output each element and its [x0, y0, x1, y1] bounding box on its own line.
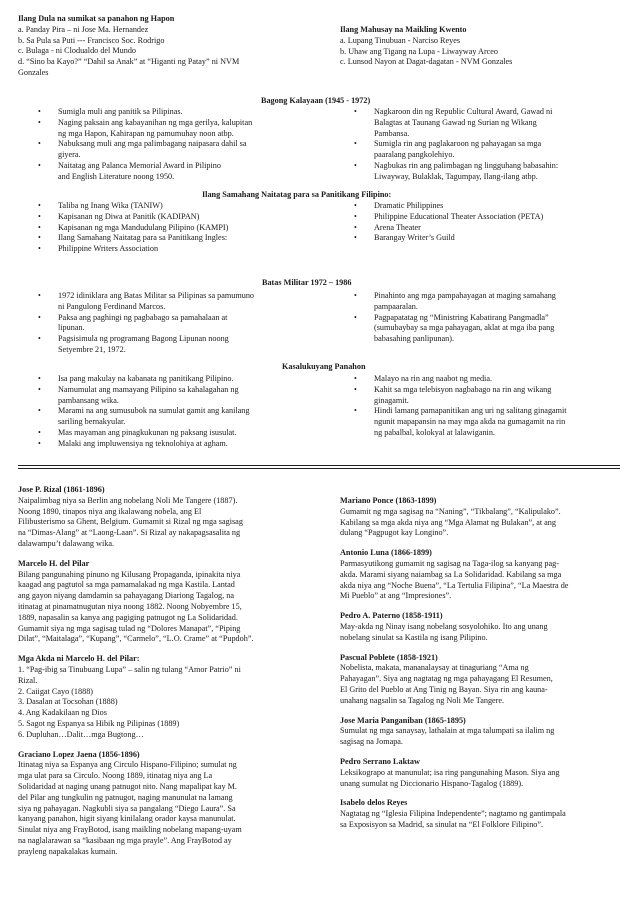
bio-line: Noong 1890, tinapos niya ang ikalawang nobela, ang El: [18, 506, 202, 516]
dula-hapon-list: [18, 25, 239, 79]
bullet-item: [346, 291, 556, 313]
bio-line: kaagad ang pagtutol sa mga pamamalakad ng mga Kastila. Lantad: [18, 580, 235, 590]
divider-line: [18, 468, 620, 469]
bio-line: akda. Marami siyang naiambag sa La Solidaridad. Kabilang sa mga: [340, 569, 562, 579]
bullet-text: • Taliba ng Inang Wika (TANIW): [58, 201, 163, 210]
samahang-title: Ilang Samahang Naitatag para sa Panitikang Filipino:: [202, 190, 392, 199]
bio-line: 3. Dasalan at Tocsohan (1888): [18, 697, 118, 707]
samahang-right-list: [346, 201, 543, 244]
bio-entry: [340, 496, 625, 539]
bio-entry: [18, 654, 318, 740]
bio-line: nobelang sinulat sa Kastila ng isang Pilipino.: [340, 632, 488, 642]
list-line: b. Sa Pula sa Puti --- Francisco Soc. Rodrigo: [18, 35, 165, 45]
bullet-item: [30, 374, 249, 385]
divider-line: [18, 465, 620, 466]
bio-entry: [340, 798, 625, 830]
bio-line: Parmasyutikong gumamit ng sagisag na Taga-ilog sa kanyang pag-: [340, 558, 559, 568]
samahang-left-list: [30, 201, 228, 255]
bio-name: Antonio Luna (1866-1899): [340, 548, 432, 558]
bullet-text: giyera.: [58, 150, 81, 160]
batas-militar-right-list: [346, 291, 556, 345]
bullet-item: [30, 428, 249, 439]
bio-entry: [340, 757, 625, 789]
bio-line: itinatag at pinamatnugutan niya noong 1882. Noong Nobyembre 15,: [18, 601, 242, 611]
bio-line: 2. Caiigat Cayo (1888): [18, 686, 94, 696]
bullet-item: [30, 244, 228, 255]
bullet-text: pambansang wika.: [58, 395, 119, 405]
bullet-text: • Kapisanan ng Diwa at Panitik (KADIPAN): [58, 211, 200, 221]
kasalukuyang-left-list: [30, 374, 249, 450]
bullet-text: pampaaralan.: [374, 301, 418, 311]
bio-line: Solidaridad at naging unang patnugot nito. Nang mapalipat kay M.: [18, 781, 237, 791]
bullet-item: [30, 291, 254, 313]
bullet-text: • Dramatic Philippines: [374, 201, 444, 210]
bullet-text: ginagamit.: [374, 395, 409, 405]
bio-line: dulang “Pagpugot kay Longino”.: [340, 528, 449, 538]
bio-line: akda niya ang “Noche Buena”, “La Tertulia Filipina”, “La Maestra de: [340, 580, 569, 590]
bullet-text: • Barangay Writer’s Guild: [374, 233, 455, 243]
bio-line: siya ng pahayagan. Nagkubli siya sa pangalang “Diego Laura”. Sa: [18, 803, 236, 813]
bullet-item: [30, 212, 228, 223]
bullet-text: (sumubaybay sa mga pahayagan, aklat at mga iba pang: [374, 323, 555, 333]
bio-line: El Grito del Pueblo at Ang Tinig ng Bayan. Siya rin ang kauna-: [340, 684, 548, 694]
bio-line: Kabilang sa mga akda niya ang “Mga Alamat ng Bulakan”, at ang: [340, 517, 556, 527]
bullet-text: • Paksa ang paghingi ng pagbabago sa pamahalaan at: [58, 312, 228, 322]
bio-line: Itinatag niya sa Espanya ang Circulo Hispano-Filipino; sumulat ng: [18, 760, 237, 770]
bullet-item: [30, 161, 252, 183]
bullet-text: • Kapisanan ng mga Mandudulang Pilipino (KAMPI): [58, 222, 229, 232]
bio-line: 1889, napasalin sa kanya ang pagiging patnugot ng La Solidaridad.: [18, 612, 238, 622]
bullet-item: [346, 385, 567, 407]
bullet-item: [30, 439, 249, 450]
bio-line: Naipalimbag niya sa Berlin ang nobelang Noli Me Tangere (1887).: [18, 495, 238, 505]
bio-line: sagisag na Jomapa.: [340, 737, 403, 747]
bio-name: Mga Akda ni Marcelo H. del Pilar:: [18, 654, 140, 664]
list-line: a. Panday Pira – ni Jose Ma. Hernandez: [18, 24, 149, 34]
maikling-kwento-title: Ilang Mahusay na Maikling Kwento: [340, 25, 467, 34]
bullet-text: • Pagsisimula ng programang Bagong Lipunan noong: [58, 334, 229, 344]
bio-name: Pascual Poblete (1858-1921): [340, 652, 438, 662]
bullet-text: ni Pangulong Ferdinand Marcos.: [58, 301, 166, 311]
bio-entry: [18, 750, 318, 858]
bio-line: na “Dimas-Alang” at “Laong-Laan”. Si Rizal ay nakapagsasalita ng: [18, 528, 241, 538]
bullet-text: • Ilang Samahang Naitatag para sa Panitikang Ingles:: [58, 233, 228, 243]
bio-line: Pahayagan”. Siya ang nagtatag ng mga pahayagang El Resumen,: [340, 674, 553, 684]
bagong-kalayaan-right-list: [346, 107, 558, 183]
bio-line: Mi Pueblo” at ang “Impresiones”.: [340, 591, 452, 601]
bullet-text: • Pagpapatatag ng “Ministring Kabatirang Pangmadla”: [374, 312, 549, 322]
bullet-text: • Philippine Educational Theater Association (PETA): [374, 211, 544, 221]
bullet-text: paaralang pangkolehiyo.: [374, 150, 455, 160]
bio-entry: [340, 716, 625, 748]
bullet-text: • Sumigla rin ang paglakaroon ng pahayagan sa mga: [374, 139, 542, 149]
bullet-text: • Pinahinto ang mga pampahayagan at maging samahang: [374, 291, 556, 300]
bullet-item: [30, 201, 228, 212]
bullet-text: • 1972 idiniklara ang Batas Militar sa Pilipinas sa pamumuno: [58, 291, 255, 300]
bullet-text: ng pabalbal, kolokyal at lalawiganin.: [374, 427, 495, 437]
bullet-text: and English Literature noong 1950.: [58, 171, 175, 181]
bio-entry: [340, 611, 625, 643]
bullet-item: [346, 406, 567, 438]
maikling-kwento-list: [340, 36, 512, 68]
bullet-item: [346, 313, 556, 345]
bullet-text: • Sumigla muli ang panitik sa Pilipinas.: [58, 107, 183, 116]
bio-name: Jose Maria Panganiban (1865-1895): [340, 715, 466, 725]
bio-line: 6. Dupluhan…Dalit…mga Bugtong…: [18, 729, 144, 739]
bullet-text: lipunan.: [58, 323, 85, 333]
list-line: a. Lupang Tinubuan - Narciso Reyes: [340, 35, 461, 45]
bullet-text: • Naging paksain ang kabayanihan ng mga gerilya, kalupitan: [58, 117, 253, 127]
bio-entry: [18, 485, 318, 550]
batas-militar-title: Batas Militar 1972 – 1986: [262, 278, 352, 287]
bio-line: 5. Sagot ng Espanya sa Hibik ng Pilipinas (1889): [18, 718, 180, 728]
bullet-text: Pambansa.: [374, 128, 410, 138]
bio-line: Sinulat niya ang FrayBotod, isang maikling nobelang mapang-uyam: [18, 825, 242, 835]
bullet-text: • Malaki ang impluwensiya ng teknolohiya at agham.: [58, 438, 228, 448]
list-line: b. Uhaw ang Tigang na Lupa - Liwayway Arceo: [340, 46, 499, 56]
list-line: c. Lunsod Nayon at Dagat-dagatan - NVM Gonzales: [340, 57, 513, 67]
bio-line: 4. Ang Kadakilaan ng Dios: [18, 708, 107, 718]
bio-name: Marcelo H. del Pilar: [18, 558, 90, 568]
bullet-item: [30, 223, 228, 234]
bullet-item: [30, 233, 228, 244]
bullet-item: [346, 107, 558, 139]
bios-left-column: [18, 485, 318, 867]
bio-line: May-akda ng Ninay isang nobelang sosyolohiko. Ito ang unang: [340, 621, 548, 631]
bio-line: Bilang pangunahing pinuno ng Kilusang Propaganda, ipinakita niya: [18, 569, 241, 579]
bullet-text: ng mga Hapon, Kahirapan ng pamumuhay noon atbp.: [58, 128, 234, 138]
bio-line: Nobelista, makata, mananalaysay at tinaguriang “Ama ng: [340, 663, 529, 673]
bullet-item: [30, 139, 252, 161]
bullet-item: [346, 233, 543, 244]
bullet-text: • Malayo na rin ang naabot ng media.: [374, 374, 492, 383]
bagong-kalayaan-left-list: [30, 107, 252, 183]
bio-line: dalawampu’t dalawang wika.: [18, 538, 115, 548]
bio-entry: [340, 653, 625, 707]
bio-name: Graciano Lopez Jaena (1856-1896): [18, 749, 140, 759]
bullet-item: [346, 201, 543, 212]
bio-line: del Pilar ang tungkulin ng patnugot, naging manunulat na lamang: [18, 792, 233, 802]
bio-line: na naglalarawan sa “kasibaan ng mga prayle”. Ang FrayBotod ay: [18, 835, 232, 845]
bio-name: Pedro Serrano Laktaw: [340, 756, 420, 766]
list-line: Gonzales: [18, 67, 49, 77]
dula-hapon-title: Ilang Dula na sumikat sa panahon ng Hapon: [18, 14, 175, 23]
bio-name: Mariano Ponce (1863-1899): [340, 496, 437, 505]
bio-entry: [18, 559, 318, 645]
bio-name: Isabelo delos Reyes: [340, 798, 408, 808]
bullet-item: [30, 313, 254, 335]
bios-right-column: [340, 496, 625, 840]
bullet-item: [346, 139, 558, 161]
bullet-item: [30, 334, 254, 356]
bio-line: Sumulat ng mga sanaysay, lathalain at mga talumpati sa ilalim ng: [340, 726, 555, 736]
list-line: c. Bulaga - ni Clodualdo del Mundo: [18, 46, 137, 56]
bio-line: Filibusterismo sa Ghent, Belgium. Gumamit si Rizal ng mga sagisag: [18, 517, 243, 527]
bio-line: Dilat”, “Maitalaga”, “Kupang”, “Carmelo”, “L.O. Crame” at “Pupdoh”.: [18, 634, 254, 644]
batas-militar-left-list: [30, 291, 254, 356]
kasalukuyang-title: Kasalukuyang Panahon: [282, 362, 366, 371]
bio-line: sa Exposisyon sa Madrid, sa sinulat na “El Folklore Filipino”.: [340, 819, 544, 829]
bio-line: Gumamit siya ng mga sagisag tulad ng “Dolores Manapat”, “Piping: [18, 623, 241, 633]
bio-line: kanyang panahon, higit siyang kinilalang orador kaysa manunulat.: [18, 814, 236, 824]
bullet-text: sariling bernakyular.: [58, 417, 126, 427]
bullet-text: ngunit mapapansin na may mga akda na gumagamit na rin: [374, 417, 566, 427]
bullet-text: babasahing panlipunan).: [374, 334, 455, 344]
bagong-kalayaan-title: Bagong Kalayaan (1945 - 1972): [261, 96, 371, 105]
bullet-item: [346, 374, 567, 385]
bio-line: Rizal.: [18, 675, 38, 685]
bio-line: prayleng napakalakas kumain.: [18, 846, 118, 856]
dula-hapon-block: [18, 14, 239, 79]
bullet-text: Balagtas at Taunang Gawad ng Surian ng Wikang: [374, 117, 537, 127]
bullet-text: • Nagkaroon din ng Republic Cultural Award, Gawad ni: [374, 107, 553, 116]
bullet-item: [346, 223, 543, 234]
bullet-text: • Hindi lamang pamapanitikan ang uri ng salitang ginagamit: [374, 406, 567, 416]
bullet-text: Setyembre 21, 1972.: [58, 344, 126, 354]
bullet-text: • Mas mayaman ang pinagkukunan ng paksang isusulat.: [58, 427, 237, 437]
bullet-item: [30, 118, 252, 140]
bio-entry: [340, 548, 625, 602]
bio-line: Nagtatag ng “Iglesia Filipina Independente”; nagtamo ng gantimpala: [340, 809, 566, 819]
bio-line: Leksikograpo at manunulat; isa ring pangunahing Mason. Siya ang: [340, 767, 560, 777]
bullet-text: • Marami na ang sumusubok na sumulat gamit ang kanilang: [58, 406, 250, 416]
bullet-item: [30, 385, 249, 407]
bullet-text: • Arena Theater: [374, 222, 421, 232]
bio-name: Pedro A. Paterno (1858-1911): [340, 611, 443, 621]
bullet-item: [30, 107, 252, 118]
bio-line: mga ulat para sa Circulo. Noong 1889, itinatag niya ang La: [18, 771, 213, 781]
bio-line: ang gayon niyang damdamin sa pahayagang Diariong Tagalog, na: [18, 591, 234, 601]
bullet-text: • Philippine Writers Association: [58, 244, 159, 254]
bio-line: Gumamit ng mga sagisag na “Naning”, “Tikbalang”, “Kalipulako”.: [340, 506, 561, 516]
bullet-text: • Isa pang makulay na kabanata ng panitikang Pilipino.: [58, 374, 234, 383]
bullet-item: [346, 161, 558, 183]
bio-line: unahang nagsalin sa Tagalog ng Noli Me Tangere.: [340, 695, 505, 705]
maikling-kwento-block: [340, 25, 512, 68]
list-line: d. “Sino ba Kayo?” “Dahil sa Anak” at “Higanti ng Patay” ni NVM: [18, 57, 240, 67]
bullet-text: • Nagbukas rin ang palimbagan ng lingguhang babasahin:: [374, 160, 559, 170]
bullet-item: [30, 406, 249, 428]
bio-line: unang sumulat ng Diccionario Hispano-Tagalog (1889).: [340, 778, 524, 788]
bullet-text: • Naitatag ang Palanca Memorial Award in Pilipino: [58, 160, 221, 170]
bullet-text: • Nabuksang muli ang mga palimbagang naipasara dahil sa: [58, 139, 247, 149]
bullet-item: [346, 212, 543, 223]
bio-name: Jose P. Rizal (1861-1896): [18, 485, 105, 494]
bullet-text: • Kahit sa mga telebisyon nagbabago na rin ang wikang: [374, 384, 552, 394]
bullet-text: • Namumulat ang mamayang Pilipino sa kahalagahan ng: [58, 384, 239, 394]
bullet-text: Liwayway, Bulaklak, Tagumpay, Ilang-ilang atbp.: [374, 171, 538, 181]
bio-line: 1. “Pag-ibig sa Tinubuang Lupa” – salin ng tulang “Amor Patrio” ni: [18, 664, 241, 674]
kasalukuyang-right-list: [346, 374, 567, 439]
